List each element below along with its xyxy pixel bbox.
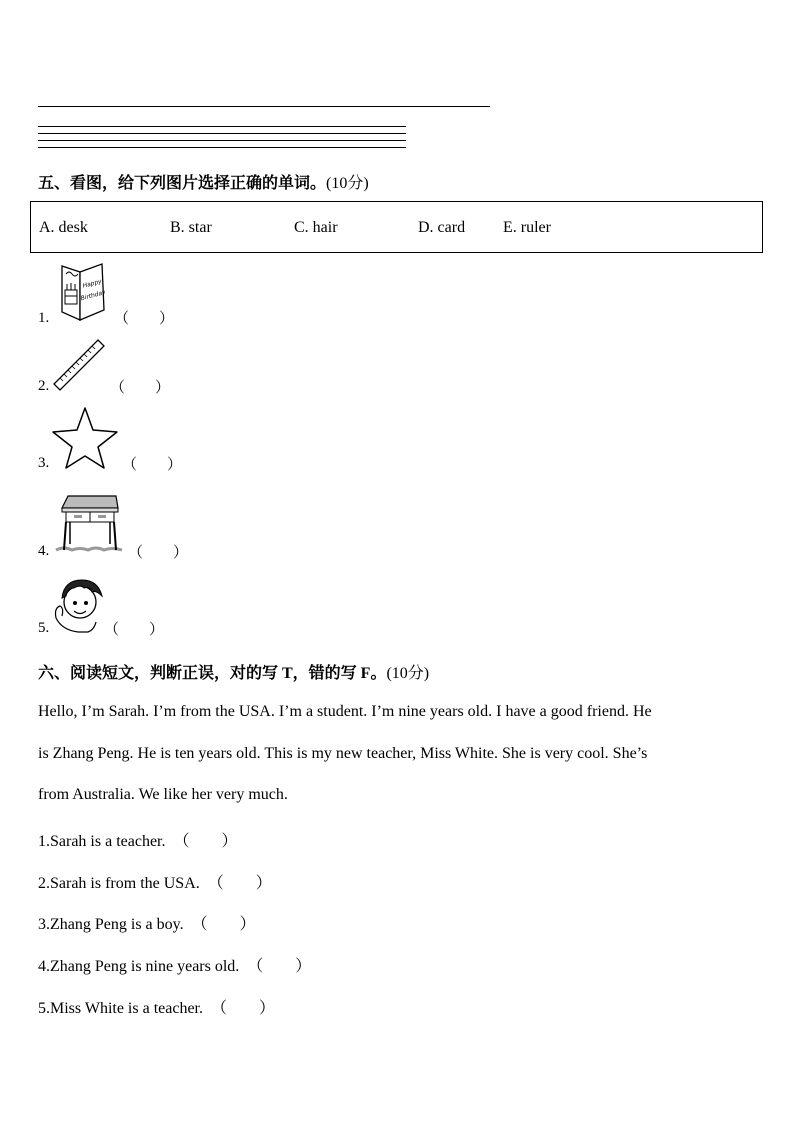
boy-hair-icon [50,576,104,634]
item-2-number: 2. [38,378,50,394]
answer-line [38,140,406,141]
answer-line [38,133,406,134]
passage-line-2: is Zhang Peng. He is ten years old. This is my new teacher, Miss White. She is very cool. She’s [38,745,648,762]
card-text-happy: Happy [81,277,103,290]
option-b: B. star [170,219,212,236]
section-6-points: (10分) [386,665,430,682]
option-a: A. desk [39,219,88,236]
passage-line-3: from Australia. We like her very much. [38,786,288,803]
item-5-number: 5. [38,620,50,636]
item-1-answer[interactable]: （ ） [114,311,175,327]
section-5-title: 五、看图，给下列图片选择正确的单词。 [38,175,327,192]
question-3[interactable]: 3.Zhang Peng is a boy. （ ） [38,916,256,933]
question-1[interactable]: 1.Sarah is a teacher. （ ） [38,833,238,850]
option-c: C. hair [294,219,338,236]
answer-line [38,126,406,127]
passage-line-1: Hello, I’m Sarah. I’m from the USA. I’m a student. I’m nine years old. I have a good friend. He [38,703,652,720]
birthday-card-icon [52,262,108,324]
section-5-heading [38,170,369,193]
question-2[interactable]: 2.Sarah is from the USA. （ ） [38,875,272,892]
desk-icon [54,494,124,556]
option-e: E. ruler [503,219,551,236]
section-5-points: (10分) [326,175,369,192]
section-6-title: 六、阅读短文，判断正误，对的写 T，错的写 F。 [38,665,387,682]
item-4-answer[interactable]: （ ） [128,545,189,561]
item-3-number: 3. [38,455,50,471]
card-text-birthday: Birthday [80,288,107,303]
question-5[interactable]: 5.Miss White is a teacher. （ ） [38,1000,276,1017]
ruler-icon [50,338,108,394]
item-4-number: 4. [38,543,50,559]
item-1-number: 1. [38,310,50,326]
word-options-box [30,201,763,253]
item-2-answer[interactable]: （ ） [110,380,171,396]
item-3-answer[interactable]: （ ） [122,457,183,473]
question-4[interactable]: 4.Zhang Peng is nine years old. （ ） [38,958,312,975]
star-icon [51,406,119,470]
answer-line [38,147,406,148]
option-d: D. card [418,219,466,236]
answer-line [38,106,490,107]
item-5-answer[interactable]: （ ） [104,622,165,638]
section-6-heading [38,660,429,683]
